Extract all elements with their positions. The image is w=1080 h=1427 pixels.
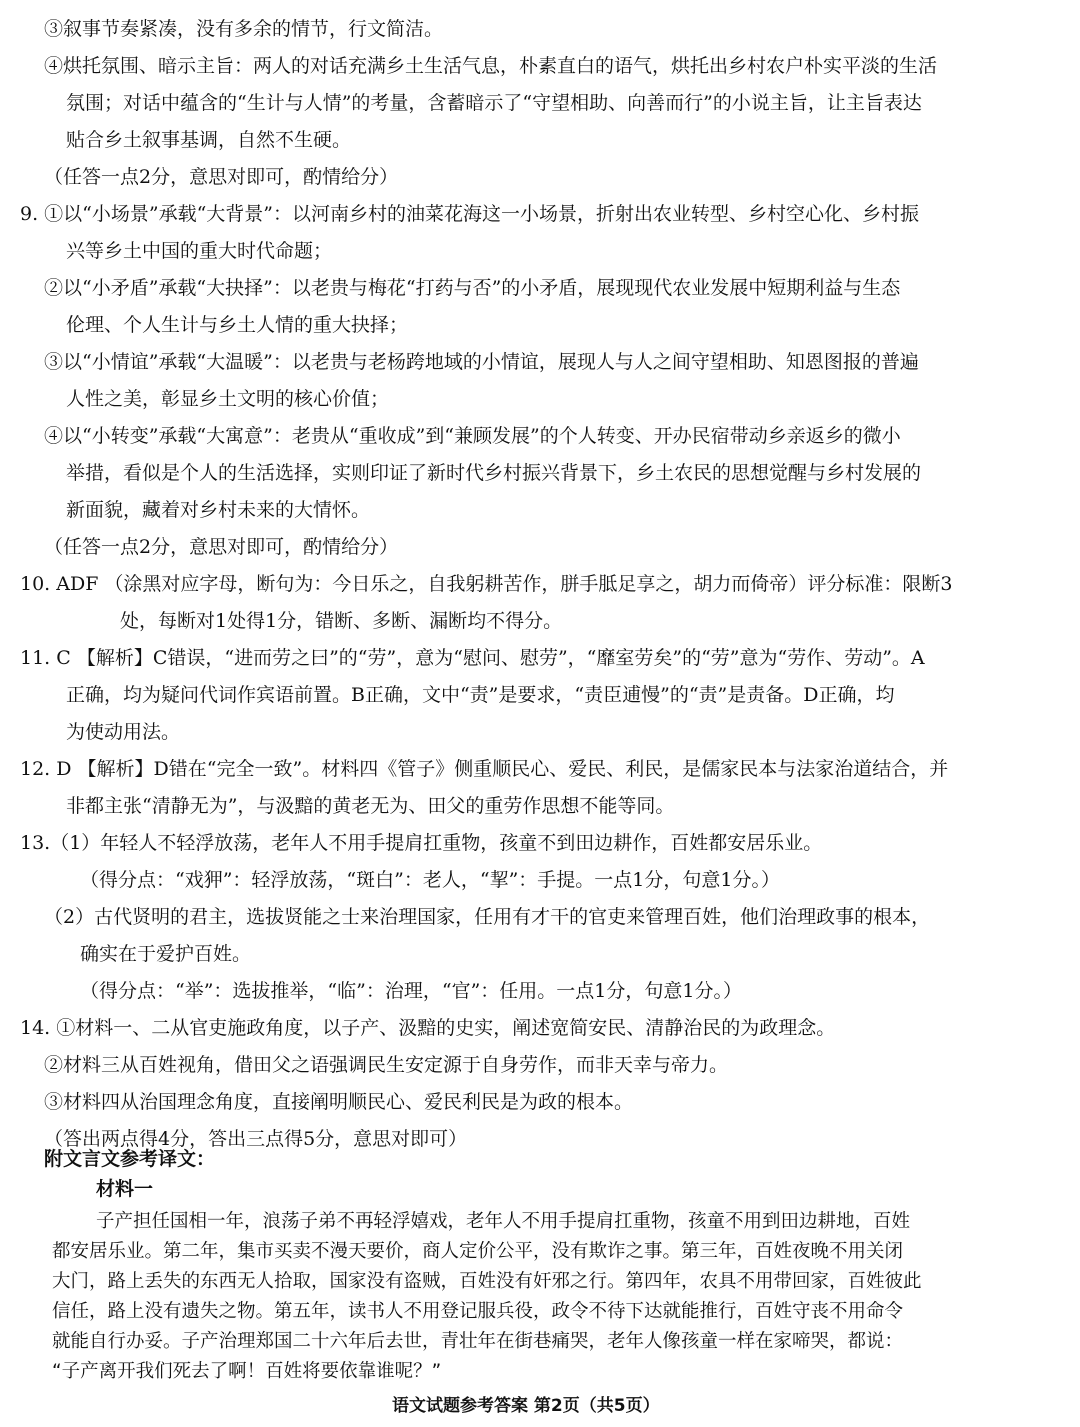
text-line: （得分点：“举”：选拔推举，“临”：治理，“官”：任用。一点1分，句意1分。）	[80, 980, 742, 1002]
text-line: 处，每断对1处得1分，错断、多断、漏断均不得分。	[120, 610, 563, 632]
text-line: 兴等乡土中国的重大时代命题；	[66, 240, 333, 262]
text-line: 确实在于爱护百姓。	[80, 943, 252, 965]
text-line: ②以“小矛盾”承载“大抉择”：以老贵与梅花“打药与否”的小矛盾，展现现代农业发展中短期利益与生态	[44, 277, 901, 299]
text-line: ③叙事节奏紧凑，没有多余的情节，行文简洁。	[44, 18, 444, 40]
translation-line: 信任，路上没有遗失之物。第五年，读书人不用登记服兵役，政令不待下达就能推行，百姓守丧不用命令	[52, 1301, 904, 1322]
text-line: ②材料三从百姓视角，借田父之语强调民生安定源于自身劳作，而非天幸与帝力。	[44, 1054, 729, 1076]
text-line: 伦理、个人生计与乡土人情的重大抉择；	[66, 314, 409, 336]
text-line: ④烘托氛围、暗示主旨：两人的对话充满乡土生活气息，朴素直白的语气，烘托出乡村农户朴实平淡的生活	[44, 55, 938, 77]
translation-heading: 附文言文参考译文：	[44, 1148, 216, 1170]
translation-line: 子产担任国相一年，浪荡子弟不再轻浮嬉戏，老年人不用手提肩扛重物，孩童不用到田边耕地，百姓	[96, 1211, 911, 1232]
page-footer: 语文试题参考答案 第2页（共5页）	[392, 1396, 660, 1416]
text-line: 正确，均为疑问代词作宾语前置。B正确，文中“责”是要求，“责臣逋慢”的“责”是责备。D正确，均	[66, 684, 895, 706]
translation-line-last: “子产离开我们死去了啊！百姓将要依靠谁呢？”	[52, 1361, 442, 1382]
text-line: 10. ADF （涂黑对应字母，断句为：今日乐之，自我躬耕苦作，胼手胝足享之，胡力而倚帝）评分标准：限断3	[20, 573, 953, 595]
text-line: 13.（1）年轻人不轻浮放荡，老年人不用手提肩扛重物，孩童不到田边耕作，百姓都安居乐业。	[20, 832, 823, 854]
text-line: （答出两点得4分，答出三点得5分，意思对即可）	[44, 1128, 468, 1150]
translation-line: 就能自行办妥。子产治理郑国二十六年后去世，青壮年在街巷痛哭，老年人像孩童一样在家啼哭，都说：	[52, 1331, 904, 1352]
text-line: （2）古代贤明的君主，选拔贤能之士来治理国家，任用有才干的官吏来管理百姓，他们治理政事的根本，	[44, 906, 931, 928]
text-line: （任答一点2分，意思对即可，酌情给分）	[44, 536, 399, 558]
text-line: 11. C 【解析】C错误，“进而劳之曰”的“劳”，意为“慰问、慰劳”，“靡室劳矣”的“劳”意为“劳作、劳动”。A	[20, 647, 925, 669]
text-line: 14. ①材料一、二从官吏施政角度，以子产、汲黯的史实，阐述宽简安民、清静治民的为政理念。	[20, 1017, 836, 1039]
text-line: （任答一点2分，意思对即可，酌情给分）	[44, 166, 399, 188]
material-heading: 材料一	[96, 1178, 154, 1200]
translation-line: 都安居乐业。第二年，集市买卖不漫天要价，商人定价公平，没有欺诈之事。第三年，百姓夜晚不用关闭	[52, 1241, 904, 1262]
text-line: 12. D 【解析】D错在“完全一致”。材料四《管子》侧重顺民心、爱民、利民，是儒家民本与法家治道结合，并	[20, 758, 949, 780]
text-line: 氛围；对话中蕴含的“生计与人情”的考量，含蓄暗示了“守望相助、向善而行”的小说主旨，让主旨表达	[66, 92, 922, 114]
translation-line: 大门，路上丢失的东西无人拾取，国家没有盗贼，百姓没有奸邪之行。第四年，农具不用带回家，百姓彼此	[52, 1271, 922, 1292]
text-line: （得分点：“戏狎”：轻浮放荡，“斑白”：老人，“挈”：手提。一点1分，句意1分。）	[80, 869, 780, 891]
text-line: 人性之美，彰显乡土文明的核心价值；	[66, 388, 390, 410]
text-line: 9. ①以“小场景”承载“大背景”：以河南乡村的油菜花海这一小场景，折射出农业转型、乡村空心化、乡村振	[20, 203, 920, 225]
text-line: 新面貌，藏着对乡村未来的大情怀。	[66, 499, 371, 521]
text-line: 举措，看似是个人的生活选择，实则印证了新时代乡村振兴背景下，乡土农民的思想觉醒与乡村发展的	[66, 462, 922, 484]
text-line: 为使动用法。	[66, 721, 181, 743]
text-line: 非都主张“清静无为”，与汲黯的黄老无为、田父的重劳作思想不能等同。	[66, 795, 675, 817]
text-line: ③材料四从治国理念角度，直接阐明顺民心、爱民利民是为政的根本。	[44, 1091, 634, 1113]
text-line: 贴合乡土叙事基调，自然不生硬。	[66, 129, 352, 151]
text-line: ③以“小情谊”承载“大温暖”：以老贵与老杨跨地域的小情谊，展现人与人之间守望相助、知恩图报的普遍	[44, 351, 919, 373]
text-line: ④以“小转变”承载“大寓意”：老贵从“重收成”到“兼顾发展”的个人转变、开办民宿带动乡亲返乡的微小	[44, 425, 901, 447]
